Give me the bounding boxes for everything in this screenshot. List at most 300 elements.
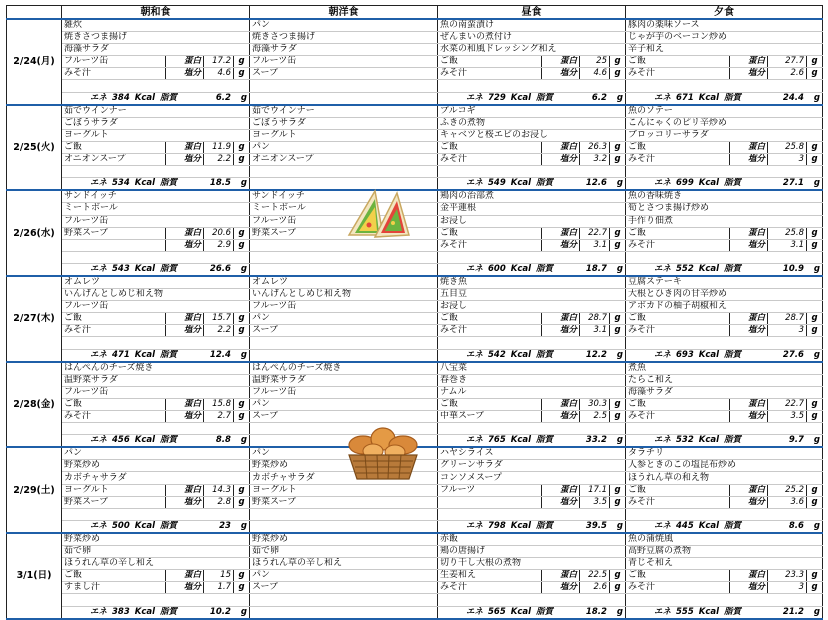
menu-row: [7, 313, 823, 325]
fat-group: [783, 264, 820, 275]
energy-label: エネ: [90, 520, 108, 531]
menu-item: 水菜の和風ドレッシング和え: [438, 44, 626, 56]
unit-label: g: [807, 496, 823, 508]
energy-group: [628, 350, 746, 361]
menu-item: フルーツ缶: [250, 301, 438, 313]
energy-label: エネ: [654, 263, 672, 274]
salt-label: 塩分: [166, 68, 204, 80]
energy-label: エネ: [654, 435, 672, 446]
menu-item: ご飯: [626, 398, 730, 410]
energy-label: エネ: [466, 263, 484, 274]
menu-item: いんげんとしめじ和え物: [62, 289, 250, 301]
menu-row: [7, 301, 823, 313]
fat-group: [789, 521, 820, 532]
menu-item: 茹でウインナー: [250, 105, 438, 118]
energy-value: 555: [676, 606, 694, 617]
menu-item: パン: [250, 398, 438, 410]
fat-group: [789, 435, 820, 446]
energy-fat-line: [628, 93, 820, 104]
menu-item: [62, 251, 250, 263]
fat-label: 脂質: [536, 349, 554, 360]
menu-item: 野菜炒め: [250, 460, 438, 472]
salt-label: 塩分: [730, 68, 768, 80]
energy-value: 552: [676, 263, 694, 274]
menu-item: お浸し: [438, 301, 626, 313]
fat-group: [219, 521, 247, 532]
menu-item: みそ汁: [438, 68, 542, 80]
protein-label: 蛋白: [166, 141, 204, 153]
unit-label: g: [240, 92, 247, 103]
nutrition-summary: [62, 178, 250, 191]
menu-row: [7, 582, 823, 594]
energy-label: エネ: [90, 263, 108, 274]
menu-item: ヨーグルト: [62, 129, 250, 141]
energy-value: 543: [112, 263, 130, 274]
salt-value: 2.2: [204, 154, 234, 166]
unit-label: g: [234, 570, 250, 582]
energy-value: 693: [676, 349, 694, 360]
fat-group: [210, 607, 247, 618]
fat-group: [783, 93, 820, 104]
day-date: 2/28(金): [7, 362, 62, 448]
unit-label: g: [610, 582, 626, 594]
nutrition-summary: [626, 349, 823, 362]
unit-label: g: [813, 178, 820, 189]
energy-label: エネ: [654, 92, 672, 103]
menu-item: ご飯: [438, 398, 542, 410]
bread-basket-illustration: [343, 425, 423, 483]
menu-row: [7, 80, 823, 92]
energy-group: [440, 435, 558, 446]
menu-item: 豆腐ステーキ: [626, 276, 823, 289]
energy-group: [64, 93, 182, 104]
menu-row: [7, 44, 823, 56]
menu-item: みそ汁: [626, 239, 730, 251]
menu-item: みそ汁: [626, 411, 730, 423]
unit-label: g: [807, 141, 823, 153]
header-breakfast-western: 朝洋食: [250, 6, 438, 20]
menu-row: [7, 594, 823, 606]
unit-label: g: [616, 178, 623, 189]
menu-item: みそ汁: [626, 325, 730, 337]
menu-item: こんにゃくのピリ辛炒め: [626, 117, 823, 129]
menu-item: パン: [250, 19, 438, 32]
menu-item: [438, 496, 542, 508]
menu-item: 切り干し大根の煮物: [438, 558, 626, 570]
unit-label: g: [234, 56, 250, 68]
protein-label: 蛋白: [542, 227, 580, 239]
energy-value: 384: [112, 92, 130, 103]
fat-label: 脂質: [160, 178, 178, 189]
nutrition-summary: [438, 178, 626, 191]
kcal-label: Kcal: [134, 92, 156, 103]
menu-item: [62, 594, 250, 606]
salt-label: 塩分: [542, 582, 580, 594]
fat-group: [210, 264, 247, 275]
menu-item: [62, 166, 250, 178]
energy-label: エネ: [90, 606, 108, 617]
energy-fat-line: [628, 435, 820, 446]
salt-value: 2.6: [768, 68, 807, 80]
protein-value: 30.3: [580, 398, 610, 410]
fat-group: [783, 607, 820, 618]
unit-label: g: [616, 263, 623, 274]
nutrition-summary: [438, 92, 626, 105]
day-date: 3/1(日): [7, 533, 62, 619]
salt-label: 塩分: [542, 411, 580, 423]
menu-item: [438, 80, 626, 92]
fat-value: 10.2: [209, 606, 231, 617]
energy-group: [440, 264, 558, 275]
energy-value: 671: [676, 92, 694, 103]
menu-item: 焼き魚: [438, 276, 626, 289]
fat-value: 6.2: [215, 92, 231, 103]
protein-label: 蛋白: [166, 313, 204, 325]
fat-value: 9.7: [788, 435, 804, 446]
menu-item: 魚の南蛮漬け: [438, 19, 626, 32]
unit-label: g: [807, 313, 823, 325]
energy-fat-line: [64, 93, 247, 104]
energy-value: 600: [488, 263, 506, 274]
salt-label: 塩分: [730, 496, 768, 508]
salt-label: 塩分: [166, 325, 204, 337]
menu-item: [62, 423, 250, 435]
energy-fat-line: [628, 350, 820, 361]
energy-group: [440, 607, 558, 618]
salt-label: 塩分: [166, 496, 204, 508]
energy-fat-line: [440, 178, 623, 189]
fat-value: 23: [219, 520, 231, 531]
menu-item: 野菜スープ: [62, 496, 166, 508]
menu-item: [250, 606, 438, 619]
fat-label: 脂質: [536, 606, 554, 617]
unit-label: g: [616, 606, 623, 617]
unit-label: g: [234, 398, 250, 410]
menu-item: ナムル: [438, 386, 626, 398]
menu-item: オムレツ: [250, 276, 438, 289]
nutrition-summary: [62, 606, 250, 619]
unit-label: g: [807, 582, 823, 594]
energy-group: [64, 607, 182, 618]
menu-item: [62, 239, 166, 251]
menu-row: [7, 349, 823, 362]
unit-label: g: [807, 154, 823, 166]
energy-value: 532: [676, 435, 694, 446]
unit-label: g: [610, 313, 626, 325]
unit-label: g: [234, 582, 250, 594]
menu-item: 魚の蒲焼風: [626, 533, 823, 546]
energy-group: [628, 435, 746, 446]
menu-item: [250, 166, 438, 178]
kcal-label: Kcal: [510, 92, 532, 103]
nutrition-summary: [626, 520, 823, 533]
energy-fat-line: [628, 521, 820, 532]
fat-label: 脂質: [160, 349, 178, 360]
energy-fat-line: [64, 350, 247, 361]
protein-value: 25: [580, 56, 610, 68]
menu-item: ほうれん草の辛し和え: [62, 558, 250, 570]
menu-item: みそ汁: [626, 68, 730, 80]
unit-label: g: [616, 349, 623, 360]
protein-value: 22.5: [580, 570, 610, 582]
energy-group: [440, 521, 558, 532]
menu-item: [250, 594, 438, 606]
menu-item: ご飯: [626, 56, 730, 68]
menu-item: [250, 80, 438, 92]
menu-item: 野菜スープ: [250, 496, 438, 508]
menu-item: ほうれん草の辛し和え: [250, 558, 438, 570]
energy-group: [628, 521, 746, 532]
menu-row: [7, 166, 823, 178]
energy-label: エネ: [654, 520, 672, 531]
kcal-label: Kcal: [510, 263, 532, 274]
energy-value: 471: [112, 349, 130, 360]
menu-item: 煮魚: [626, 362, 823, 375]
kcal-label: Kcal: [134, 606, 156, 617]
protein-label: 蛋白: [730, 398, 768, 410]
protein-label: 蛋白: [730, 313, 768, 325]
fat-value: 12.6: [585, 178, 607, 189]
menu-row: [7, 276, 823, 289]
energy-label: エネ: [90, 349, 108, 360]
menu-item: 辛子和え: [626, 44, 823, 56]
unit-label: g: [813, 520, 820, 531]
fat-value: 39.5: [585, 520, 607, 531]
energy-group: [64, 350, 182, 361]
kcal-label: Kcal: [134, 178, 156, 189]
fat-label: 脂質: [724, 606, 742, 617]
menu-row: [7, 374, 823, 386]
energy-group: [628, 607, 746, 618]
menu-item: 八宝菜: [438, 362, 626, 375]
fat-label: 脂質: [724, 178, 742, 189]
kcal-label: Kcal: [134, 520, 156, 531]
fat-label: 脂質: [536, 92, 554, 103]
unit-label: g: [610, 56, 626, 68]
menu-row: [7, 362, 823, 375]
fat-value: 8.8: [215, 435, 231, 446]
menu-item: 人参ときのこの塩昆布炒め: [626, 460, 823, 472]
menu-row: [7, 117, 823, 129]
salt-value: 2.2: [204, 325, 234, 337]
fat-label: 脂質: [160, 435, 178, 446]
protein-value: 28.7: [768, 313, 807, 325]
menu-item: キャベツと桜エビのお浸し: [438, 129, 626, 141]
menu-item: フルーツ缶: [250, 215, 438, 227]
menu-item: ご飯: [438, 56, 542, 68]
energy-value: 565: [488, 606, 506, 617]
menu-item: 温野菜サラダ: [62, 374, 250, 386]
menu-item: 温野菜サラダ: [250, 374, 438, 386]
menu-item: パン: [250, 447, 438, 460]
protein-label: 蛋白: [542, 570, 580, 582]
unit-label: g: [610, 411, 626, 423]
salt-label: 塩分: [542, 496, 580, 508]
fat-group: [586, 178, 623, 189]
energy-label: エネ: [654, 349, 672, 360]
salt-value: 1.7: [204, 582, 234, 594]
menu-item: パン: [250, 570, 438, 582]
header-lunch: 昼食: [438, 6, 626, 20]
fat-label: 脂質: [160, 606, 178, 617]
unit-label: g: [807, 570, 823, 582]
fat-label: 脂質: [160, 92, 178, 103]
salt-label: 塩分: [730, 154, 768, 166]
salt-label: 塩分: [166, 239, 204, 251]
nutrition-summary: [626, 263, 823, 276]
menu-row: [7, 533, 823, 546]
nutrition-summary: [438, 520, 626, 533]
menu-item: ミートボール: [62, 203, 250, 215]
fat-value: 12.2: [585, 349, 607, 360]
menu-item: [438, 508, 626, 520]
energy-fat-line: [440, 264, 623, 275]
header-dinner: 夕食: [626, 6, 823, 20]
unit-label: g: [616, 520, 623, 531]
salt-value: 2.7: [204, 411, 234, 423]
energy-label: エネ: [466, 178, 484, 189]
menu-item: 金平蓮根: [438, 203, 626, 215]
menu-item: じゃが芋のベーコン炒め: [626, 32, 823, 44]
unit-label: g: [240, 263, 247, 274]
kcal-label: Kcal: [134, 435, 156, 446]
fat-value: 18.2: [585, 606, 607, 617]
energy-value: 542: [488, 349, 506, 360]
kcal-label: Kcal: [698, 435, 720, 446]
menu-item: [438, 166, 626, 178]
kcal-label: Kcal: [510, 349, 532, 360]
fat-value: 21.2: [782, 606, 804, 617]
menu-item: 野菜炒め: [62, 460, 250, 472]
protein-label: 蛋白: [730, 227, 768, 239]
nutrition-summary: [626, 606, 823, 619]
nutrition-summary: [62, 520, 250, 533]
unit-label: g: [610, 227, 626, 239]
menu-table: [6, 5, 823, 620]
menu-item: 青じそ和え: [626, 558, 823, 570]
fat-label: 脂質: [536, 435, 554, 446]
unit-label: g: [610, 141, 626, 153]
menu-item: みそ汁: [62, 325, 166, 337]
energy-fat-line: [64, 607, 247, 618]
menu-item: 筍とさつま揚げ炒め: [626, 203, 823, 215]
salt-value: 3: [768, 154, 807, 166]
energy-label: エネ: [466, 520, 484, 531]
protein-value: 15.8: [204, 398, 234, 410]
energy-value: 500: [112, 520, 130, 531]
kcal-label: Kcal: [510, 520, 532, 531]
nutrition-summary: [438, 435, 626, 448]
menu-item: サンドイッチ: [62, 190, 250, 203]
fat-group: [783, 178, 820, 189]
menu-row: [7, 56, 823, 68]
energy-label: エネ: [466, 606, 484, 617]
fat-value: 8.6: [788, 520, 804, 531]
fat-group: [586, 435, 623, 446]
energy-value: 383: [112, 606, 130, 617]
menu-row: [7, 32, 823, 44]
menu-item: [438, 337, 626, 349]
unit-label: g: [813, 92, 820, 103]
menu-row: [7, 178, 823, 191]
fat-label: 脂質: [536, 263, 554, 274]
menu-item: 魚の香味焼き: [626, 190, 823, 203]
menu-item: [250, 92, 438, 105]
menu-item: スープ: [250, 411, 438, 423]
salt-value: 2.8: [204, 496, 234, 508]
menu-row: [7, 141, 823, 153]
menu-item: タラチリ: [626, 447, 823, 460]
menu-row: [7, 337, 823, 349]
fat-label: 脂質: [160, 263, 178, 274]
unit-label: g: [610, 239, 626, 251]
menu-item: ごぼうサラダ: [62, 117, 250, 129]
salt-value: 3: [768, 582, 807, 594]
menu-item: 茹で卵: [62, 546, 250, 558]
unit-label: g: [610, 496, 626, 508]
energy-label: エネ: [654, 606, 672, 617]
salt-value: 2.5: [580, 411, 610, 423]
salt-label: 塩分: [730, 239, 768, 251]
menu-item: [438, 423, 626, 435]
fat-group: [783, 350, 820, 361]
protein-label: 蛋白: [166, 227, 204, 239]
menu-item: [626, 337, 823, 349]
unit-label: g: [807, 325, 823, 337]
protein-value: 14.3: [204, 484, 234, 496]
fat-label: 脂質: [536, 520, 554, 531]
fat-group: [586, 264, 623, 275]
protein-label: 蛋白: [542, 56, 580, 68]
kcal-label: Kcal: [510, 178, 532, 189]
protein-value: 17.1: [580, 484, 610, 496]
menu-item: みそ汁: [626, 582, 730, 594]
fat-value: 27.6: [782, 349, 804, 360]
menu-row: [7, 203, 823, 215]
fat-group: [216, 435, 247, 446]
unit-label: g: [240, 435, 247, 446]
energy-group: [64, 521, 182, 532]
kcal-label: Kcal: [134, 263, 156, 274]
protein-value: 25.2: [768, 484, 807, 496]
day-date: 2/27(木): [7, 276, 62, 362]
day-date: 2/29(土): [7, 447, 62, 533]
menu-item: 手作り佃煮: [626, 215, 823, 227]
salt-value: 3.2: [580, 154, 610, 166]
menu-item: グリーンサラダ: [438, 460, 626, 472]
kcal-label: Kcal: [698, 606, 720, 617]
menu-item: ヨーグルト: [250, 129, 438, 141]
unit-label: g: [234, 484, 250, 496]
nutrition-summary: [62, 349, 250, 362]
menu-item: 茹でウインナー: [62, 105, 250, 118]
protein-label: 蛋白: [166, 56, 204, 68]
menu-item: オムレツ: [62, 276, 250, 289]
unit-label: g: [807, 239, 823, 251]
menu-row: [7, 484, 823, 496]
protein-label: 蛋白: [542, 484, 580, 496]
energy-fat-line: [64, 521, 247, 532]
menu-item: [250, 251, 438, 263]
energy-label: エネ: [90, 178, 108, 189]
unit-label: g: [234, 496, 250, 508]
energy-group: [628, 178, 746, 189]
menu-item: ご飯: [62, 141, 166, 153]
menu-item: はんぺんのチーズ焼き: [62, 362, 250, 375]
energy-fat-line: [628, 264, 820, 275]
menu-item: みそ汁: [62, 68, 166, 80]
menu-row: [7, 190, 823, 203]
